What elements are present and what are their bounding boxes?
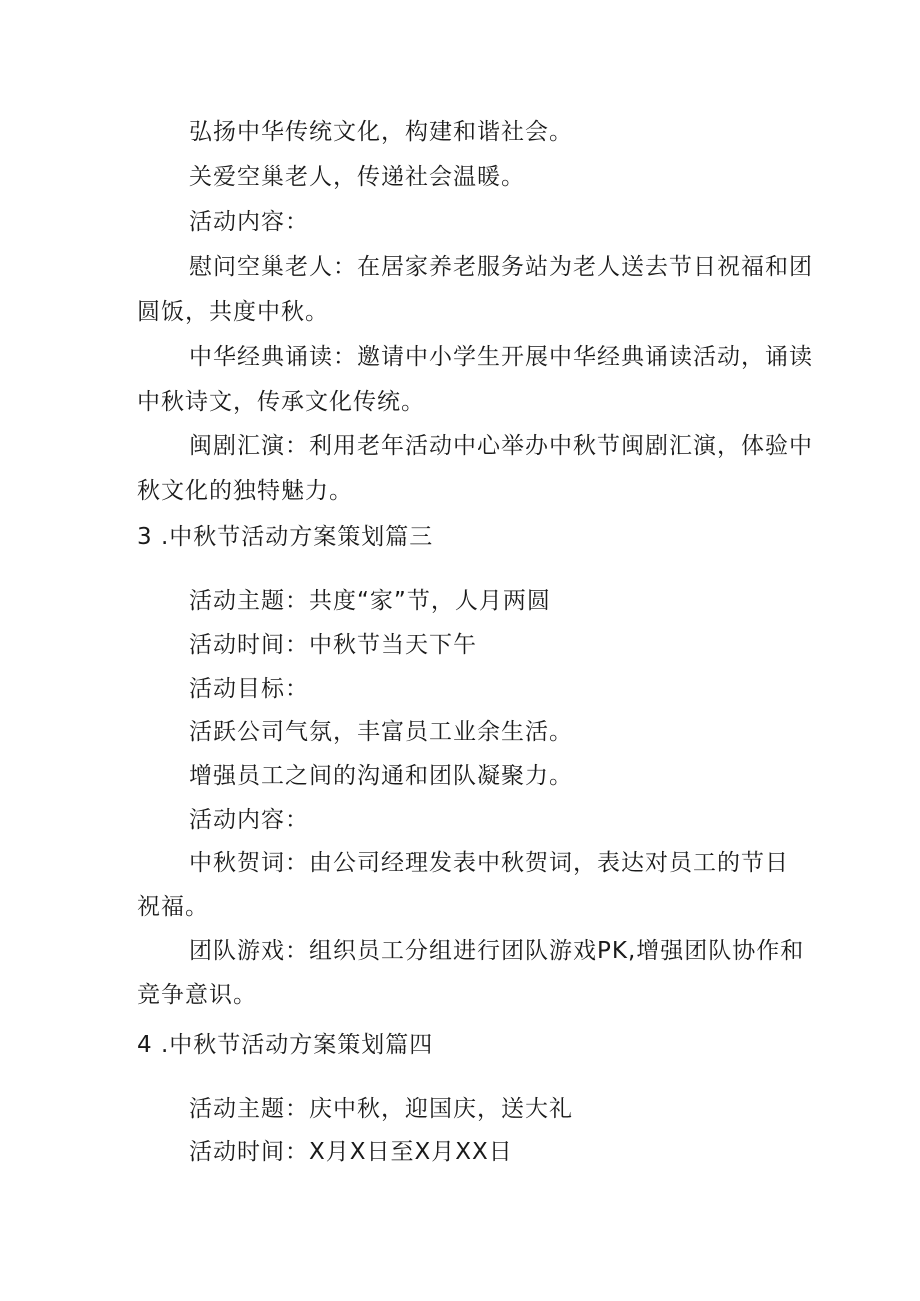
paragraph: 增强员工之间的沟通和团队凝聚力。	[189, 763, 573, 789]
paragraph: 弘扬中华传统文化，构建和谐社会。	[189, 119, 573, 145]
paragraph: 中华经典诵读：邀请中小学生开展中华经典诵读活动，诵读	[189, 344, 813, 370]
section-number: 3	[137, 524, 153, 550]
paragraph: 活动时间：X月X日至X月XX日	[189, 1139, 513, 1165]
paragraph: 活动目标：	[189, 676, 309, 702]
section-number: 4	[137, 1032, 153, 1058]
paragraph: 活动时间：中秋节当天下午	[189, 632, 477, 658]
section-heading	[137, 522, 433, 552]
paragraph: 秋文化的独特魅力。	[137, 478, 353, 504]
section-title: .中秋节活动方案策划篇三	[161, 524, 434, 550]
paragraph: 关爱空巢老人，传递社会温暖。	[189, 164, 525, 190]
paragraph: 祝福。	[137, 894, 209, 920]
section-heading	[137, 1030, 433, 1060]
paragraph: 圆饭，共度中秋。	[137, 299, 329, 325]
paragraph: 活跃公司气氛，丰富员工业余生活。	[189, 719, 573, 745]
paragraph: 竞争意识。	[137, 982, 257, 1008]
paragraph: 慰问空巢老人：在居家养老服务站为老人送去节日祝福和团	[189, 254, 813, 280]
paragraph: 闽剧汇演：利用老年活动中心举办中秋节闽剧汇演，体验中	[189, 433, 813, 459]
paragraph: 活动主题：共度“家”节，人月两圆	[189, 588, 551, 614]
section-title: .中秋节活动方案策划篇四	[161, 1032, 434, 1058]
paragraph: 中秋诗文，传承文化传统。	[137, 389, 425, 415]
paragraph: 活动内容：	[189, 807, 309, 833]
paragraph: 中秋贺词：由公司经理发表中秋贺词，表达对员工的节日	[189, 850, 789, 876]
paragraph: 团队游戏：组织员工分组进行团队游戏PK,增强团队协作和	[189, 938, 805, 964]
paragraph: 活动内容：	[189, 209, 309, 235]
paragraph: 活动主题：庆中秋，迎国庆，送大礼	[189, 1096, 573, 1122]
